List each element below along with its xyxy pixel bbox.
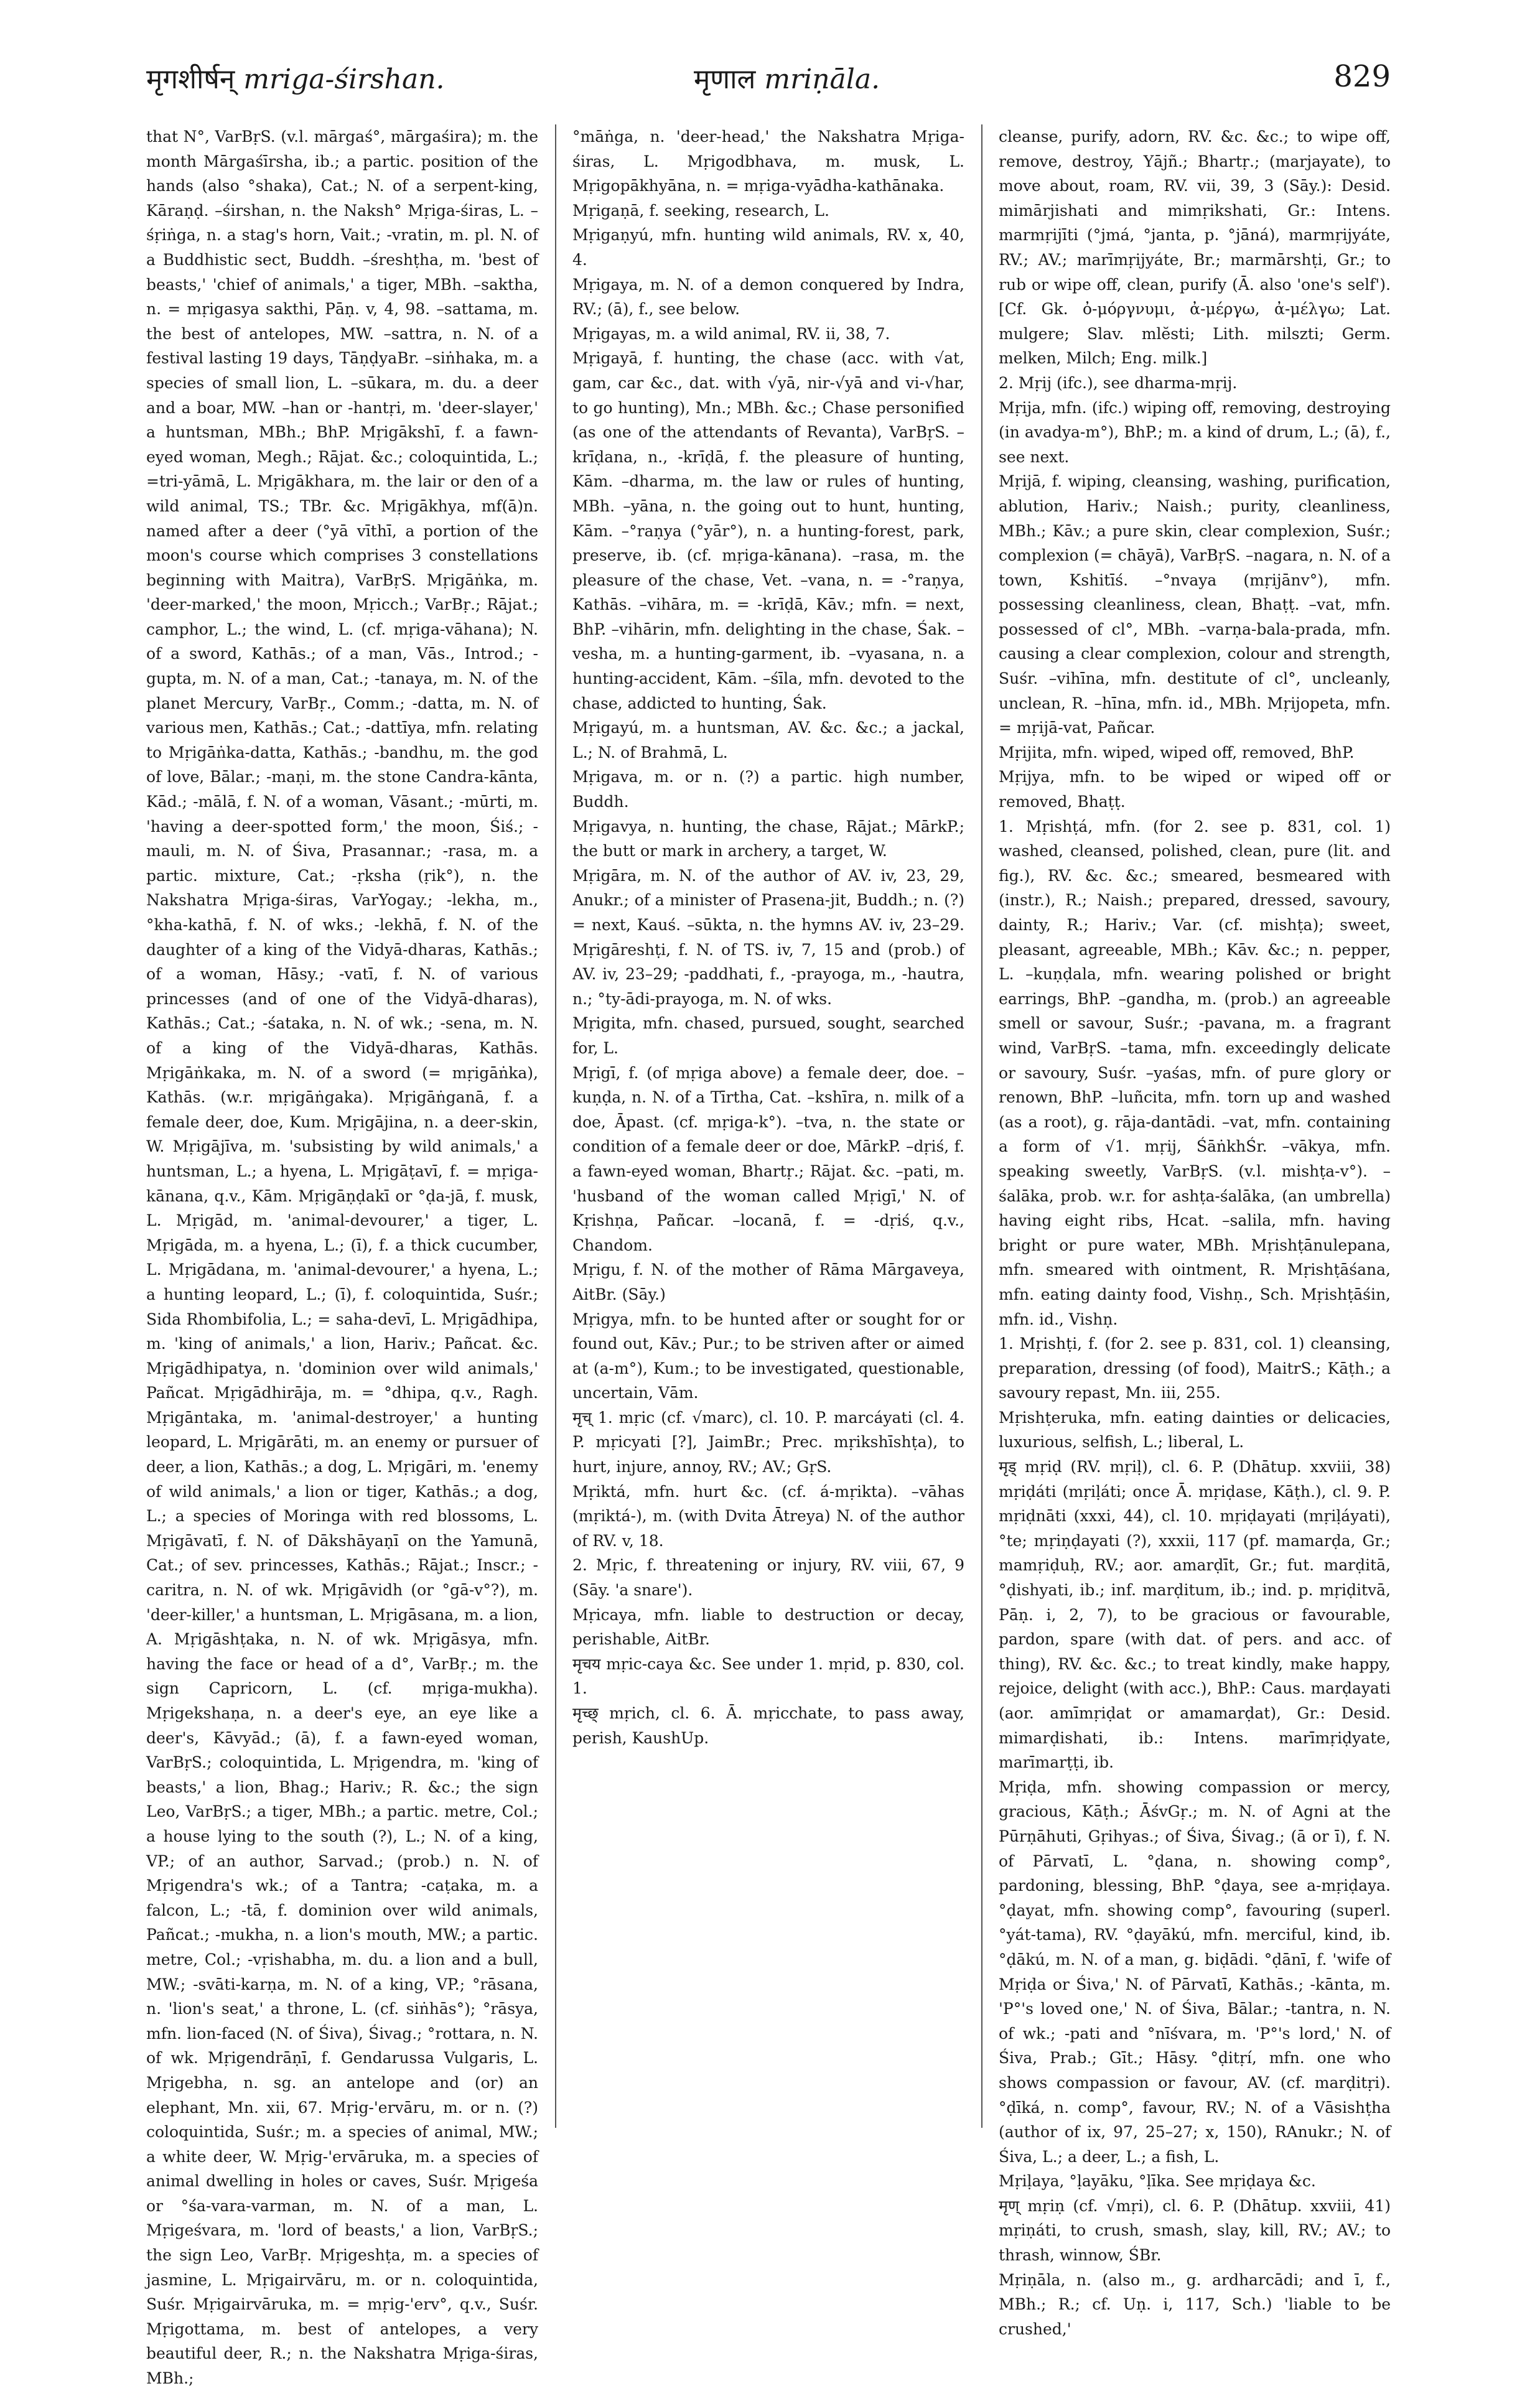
entry-paragraph: Mṛiktá, mfn. hurt &c. (cf. á-mṛikta). –vāhas (mṛiktá-), m. (with Dvita Ātreya) N. of the author of RV. v, 18. <box>572 1482 964 1550</box>
entry-paragraph: Mṛiṇāla, n. (also m., g. ardharcādi; and ī, f., MBh.; R.; cf. Uṇ. i, 117, Sch.) 'liable to be crushed,' <box>999 2270 1391 2338</box>
page-header <box>146 59 1391 103</box>
entry-paragraph: Mṛigavya, n. hunting, the chase, Rājat.; MārkP.; the butt or mark in archery, a target, W. <box>572 817 964 860</box>
entry-paragraph: Mṛijā, f. wiping, cleansing, washing, purification, ablution, Hariv.; Naish.; purity, cleanliness, MBh.; Kāv.; a pure skin, clear complexion, Suśr.; complexion (= chāyā), VarBṛS. –nagara, n. N. of a town, Kshitīś. –°nvaya (mṛijānv°), mfn. possessing cleanliness, clean, Bhaṭṭ. –vat, mfn. possessed of cl°, MBh. –varṇa-bala-prada, mfn. causing a clear complexion, colour and strength, Suśr. –vihīna, mfn. destitute of cl°, uncleanly, unclean, R. –hīna, mfn. id., MBh. Mṛijopeta, mfn. = mṛijā-vat, Pañcar. <box>999 472 1391 737</box>
entry-paragraph: Mṛigayas, m. a wild animal, RV. ii, 38, 7. <box>572 324 890 343</box>
column-2 <box>572 124 964 2128</box>
entry-paragraph: Mṛigaya, m. N. of a demon conquered by Indra, RV.; (ā), f., see below. <box>572 275 964 319</box>
entry-paragraph: 2. Mṛic, f. threatening or injury, RV. viii, 67, 9 (Sāy. 'a snare'). <box>572 1556 964 1600</box>
column-divider <box>555 124 556 2128</box>
column-3 <box>999 124 1391 2338</box>
entry-paragraph: Mṛigaṇā, f. seeking, research, L. <box>572 201 829 220</box>
entry-paragraph: Mṛigī, f. (of mṛiga above) a female deer, doe. –kuṇḍa, n. N. of a Tīrtha, Cat. –kshīra, n. milk of a doe, Āpast. (cf. mṛiga-k°). –tva, n. the state or condition of a female deer or doe, MārkP. –dṛiś, f. a fawn-eyed woman, Bhartṛ.; Rājat. &c. –pati, m. 'husband of the woman called Mṛigī,' N. of Kṛishṇa, Pañcar. –locanā, f. = -dṛiś, q.v., Chandom. <box>572 1063 964 1254</box>
entry-paragraph: Mṛigya, mfn. to be hunted after or sought for or found out, Kāv.; Pur.; to be striven after or aimed at (a-m°), Kum.; to be investigated, questionable, uncertain, Vām. <box>572 1310 964 1402</box>
entry-paragraph: मृड् mṛiḍ (RV. mṛiḷ), cl. 6. P. (Dhātup. xxviii, 38) mṛiḍáti (mṛiḷáti; once Ā. mṛiḍase, Kāṭh.), cl. 9. P. mṛiḍnāti (xxxi, 44), cl. 10. mṛiḍayati (mṛiḷáyati), °te; mṛiṇḍayati (?), xxxii, 117 (pf. mamarḍa, Gr.; mamṛiḍuḥ, RV.; aor. amarḍīt, Gr.; fut. marḍitā, °ḍishyati, ib.; inf. marḍitum, ib.; ind. p. mṛiḍitvā, Pāṇ. i, 2, 7), to be gracious or favourable, pardon, spare (with dat. of pers. and acc. of thing), RV. &c. &c.; to treat kindly, make happy, rejoice, delight (with acc.), BhP.: Caus. marḍayati (aor. amīmṛiḍat or amamarḍat), Gr.: Desid. mimarḍishati, ib.: Intens. marīmṛiḍyate, marīmarṭṭi, ib. <box>999 1458 1391 1772</box>
entry-paragraph: Mṛigayā, f. hunting, the chase (acc. with √at, gam, car &c., dat. with √yā, nir-√yā and vi-√har, to go hunting), Mn.; MBh. &c.; Chase personified (as one of the attendants of Revanta), VarBṛS. –krīḍana, n., -krīḍā, f. the pleasure of hunting, Kām. –dharma, m. the law or rules of hunting, MBh. –yāna, n. the going out to hunt, hunting, Kām. –°raṇya (°yār°), n. a hunting-forest, park, preserve, ib. (cf. mṛiga-kānana). –rasa, m. the pleasure of the chase, Vet. –vana, n. = -°raṇya, Kathās. –vihāra, m. = -krīḍā, Kāv.; mfn. = next, BhP. –vihārin, mfn. delighting in the chase, Śak. –vesha, m. a hunting-garment, ib. –vyasana, n. a hunting-accident, Kām. –śīla, mfn. devoted to the chase, addicted to hunting, Śak. <box>572 349 964 712</box>
column-1 <box>146 124 538 2388</box>
entry-paragraph: Mṛigāra, m. N. of the author of AV. iv, 23, 29, Anukr.; of a minister of Prasena-jit, Buddh.; n. (?) = next, Kauś. –sūkta, n. the hymns AV. iv, 23–29. Mṛigāreshṭi, f. N. of TS. iv, 7, 15 and (prob.) of AV. iv, 23–29; -paddhati, f., -prayoga, m., -hautra, n.; °ty-ādi-prayoga, m. N. of wks. <box>572 866 964 1008</box>
entry-paragraph: Mṛigayú, m. a huntsman, AV. &c. &c.; a jackal, L.; N. of Brahmā, L. <box>572 719 964 762</box>
running-head-left-roman: mriga-śirshan. <box>243 63 445 95</box>
entry-paragraph: 2. Mṛij (ifc.), see dharma-mṛij. <box>999 373 1238 392</box>
entry-paragraph: Mṛijya, mfn. to be wiped or wiped off or removed, Bhaṭṭ. <box>999 768 1391 811</box>
entry-paragraph: Mṛiḍa, mfn. showing compassion or mercy, gracious, Kāṭh.; ĀśvGṛ.; m. N. of Agni at the Pūrṇāhuti, Gṛihyas.; of Śiva, Śivag.; (ā or ī), f. N. of Pārvatī, L. °ḍana, n. showing comp°, pardoning, blessing, BhP. °ḍaya, see a-mṛiḍaya. °ḍayat, mfn. showing comp°, favouring (superl. °yát-tama), RV. °ḍayākú, mfn. merciful, kind, ib. °ḍākú, m. N. of a man, g. biḍādi. °ḍānī, f. 'wife of Mṛiḍa or Śiva,' N. of Pārvatī, Kathās.; -kānta, m. 'P°'s loved one,' N. of Śiva, Bālar.; -tantra, n. N. of wk.; -pati and °nīśvara, m. 'P°'s lord,' N. of Śiva, Prab.; Gīt.; Hāsy. °ḍitṛí, mfn. one who shows compassion or favour, AV. (cf. marḍitṛi). °ḍīká, n. comp°, favour, RV.; N. of a Vāsishṭha (author of ix, 97, 25–27; x, 150), RAnukr.; N. of Śiva, L.; a deer, L.; a fish, L. <box>999 1778 1391 2166</box>
running-head-right <box>694 59 880 96</box>
running-head-right-roman: mriṇāla. <box>764 63 880 95</box>
entry-paragraph: मृच् 1. mṛic (cf. √marc), cl. 10. P. marcáyati (cl. 4. P. mṛicyati [?], JaimBr.; Prec. mṛikshīshṭa), to hurt, injure, annoy, RV.; AV.; GṛS. <box>572 1408 964 1476</box>
entry-paragraph: 1. Mṛishṭi, f. (for 2. see p. 831, col. 1) cleansing, preparation, dressing (of food), MaitrS.; Kāṭh.; a savoury repast, Mn. iii, 255. <box>999 1335 1391 1402</box>
entry-paragraph: मृचय mṛic-caya &c. See under 1. mṛid, p. 830, col. 1. <box>572 1654 964 1698</box>
entry-paragraph: that N°, VarBṛS. (v.l. mārgaś°, mārgaśira); m. the month Mārgaśīrsha, ib.; a partic. position of the hands (also °shaka), Cat.; N. of a serpent-king, Kāraṇḍ. –śirshan, n. the Naksh° Mṛiga-śiras, L. –śṛiṅga, n. a stag's horn, Vait.; -vratin, m. pl. N. of a Buddhistic sect, Buddh. –śreshṭha, m. 'best of beasts,' 'chief of animals,' a tiger, MBh. –saktha, n. = mṛigasya sakthi, Pāṇ. v, 4, 98. –sattama, m. the best of antelopes, MW. –sattra, n. N. of a festival lasting 19 days, TāṇḍyaBr. –siṅhaka, m. a species of small lion, L. –sūkara, m. du. a deer and a boar, MW. –han or -hantṛi, m. 'deer-slayer,' a huntsman, MBh.; BhP. Mṛigākshī, f. a fawn-eyed woman, Megh.; Rājat. &c.; coloquintida, L.; =tri-yāmā, L. Mṛigākhara, m. the lair or den of a wild animal, TS.; TBr. &c. Mṛigākhya, mf(ā)n. named after a deer (°yā vīthī, a portion of the moon's course which comprises 3 constellations beginning with Maitra), VarBṛS. Mṛigāṅka, m. 'deer-marked,' the moon, Mṛicch.; VarBṛ.; Rājat.; camphor, L.; the wind, L. (cf. mṛiga-vāhana); N. of a sword, Kathās.; of a man, Vās., Introd.; -gupta, m. N. of a man, Cat.; -tanaya, m. N. of the planet Mercury, VarBṛ., Comm.; -datta, m. N. of various men, Kathās.; Cat.; -dattīya, mfn. relating to Mṛigāṅka-datta, Kathās.; -bandhu, m. the god of love, Bālar.; -maṇi, m. the stone Candra-kānta, Kād.; -mālā, f. N. of a woman, Vāsant.; -mūrti, m. 'having a deer-spotted form,' the moon, Śiś.; -mauli, m. N. of Śiva, Prasannar.; -rasa, m. a partic. mixture, Cat.; -ṛksha (ṛik°), n. the Nakshatra Mṛiga-śiras, VarYogay.; -lekha, m., °kha-kathā, f. N. of wks.; -lekhā, f. N. of the daughter of a king of the Vidyā-dharas, Kathās.; of a woman, Hāsy.; -vatī, f. N. of various princesses (and of one of the Vidyā-dharas), Kathās.; Cat.; -śataka, n. N. of wk.; -sena, m. N. of a king of the Vidyā-dharas, Kathās. Mṛigāṅkaka, m. N. of a sword (= mṛigāṅka), Kathās. (w.r. mṛigāṅgaka). Mṛigāṅganā, f. a female deer, doe, Kum. Mṛigājina, n. a deer-skin, W. Mṛigājīva, m. 'subsisting by wild animals,' a huntsman, L.; a hyena, L. Mṛigāṭavī, f. = mṛiga-kānana, q.v., Kām. Mṛigāṇḍakī or °ḍa-jā, f. musk, L. Mṛigād, m. 'animal-devourer,' a tiger, L. Mṛigāda, m. a hyena, L.; (ī), f. a thick cucumber, L. Mṛigādana, m. 'animal-devourer,' a hyena, L.; a hunting leopard, L.; (ī), f. coloquintida, Suśr.; Sida Rhombifolia, L.; = saha-devī, L. Mṛigādhipa, m. 'king of animals,' a lion, Hariv.; Pañcat. &c. Mṛigādhipatya, n. 'dominion over wild animals,' Pañcat. Mṛigādhirāja, m. = °dhipa, q.v., Ragh. Mṛigāntaka, m. 'animal-destroyer,' a hunting leopard, L. Mṛigārāti, m. an enemy or pursuer of deer, a lion, Kathās.; a dog, L. Mṛigāri, m. 'enemy of wild animals,' a lion or tiger, Kathās.; a dog, L.; a species of Moringa with red blossoms, L. Mṛigāvatī, f. N. of Dākshāyaṇī on the Yamunā, Cat.; of sev. princesses, Kathās.; Rājat.; Inscr.; -caritra, n. N. of wk. Mṛigāvidh (or °gā-v°?), m. 'deer-killer,' a huntsman, L. Mṛigāsana, m. a lion, A. Mṛigāshṭaka, n. N. of wk. Mṛigāsya, mfn. having the face or head of a d°, VarBṛ.; m. the sign Capricorn, L. (cf. mṛiga-mukha). Mṛigekshaṇa, n. a deer's eye, an eye like a deer's, Kāvyād.; (ā), f. a fawn-eyed woman, VarBṛS.; coloquintida, L. Mṛigendra, m. 'king of beasts,' a lion, Bhag.; Hariv.; R. &c.; the sign Leo, VarBṛS.; a tiger, MBh.; a partic. metre, Col.; a house lying to the south (?), L.; N. of a king, VP.; of an author, Sarvad.; (prob.) n. N. of Mṛigendra's wk.; of a Tantra; -caṭaka, m. a falcon, L.; -tā, f. dominion over wild animals, Pañcat.; -mukha, n. a lion's mouth, MW.; a partic. metre, Col.; -vṛishabha, m. du. a lion and a bull, MW.; -svāti-karṇa, m. N. of a king, VP.; °rāsana, n. 'lion's seat,' a throne, L. (cf. siṅhās°); °rāsya, mfn. lion-faced (N. of Śiva), Śivag.; °rottara, n. N. of wk. Mṛigendrāṇī, f. Gendarussa Vulgaris, L. Mṛigebha, n. sg. an antelope and (or) an elephant, Mn. xii, 67. Mṛig-'ervāru, m. or n. (?) coloquintida, Suśr.; m. a species of animal, MW.; a white deer, W. Mṛig-'ervāruka, m. a species of animal dwelling in holes or caves, Suśr. Mṛigeśa or °śa-vara-varman, m. N. of a man, L. Mṛigeśvara, m. 'lord of beasts,' a lion, VarBṛS.; the sign Leo, VarBṛ. Mṛigeshṭa, m. a species of jasmine, L. Mṛigairvāru, m. or n. coloquintida, Suśr. Mṛigairvāruka, m. = mṛig-'erv°, q.v., Suśr. Mṛigottama, m. best of antelopes, a very beautiful deer, R.; n. the Nakshatra Mṛiga-śiras, MBh.; <box>146 128 538 2388</box>
running-head-left <box>146 59 445 96</box>
entry-paragraph: 1. Mṛishṭá, mfn. (for 2. see p. 831, col. 1) washed, cleansed, polished, clean, pure (lit. and fig.), RV. &c. &c.; smeared, besmeared with (instr.), R.; Naish.; prepared, dressed, savoury, dainty, R.; Hariv.; Var. (cf. mishṭa); sweet, pleasant, agreeable, MBh.; Kāv. &c.; n. pepper, L. –kuṇḍala, mfn. wearing polished or bright earrings, BhP. –gandha, m. (prob.) an agreeable smell or savour, Suśr.; -pavana, m. a fragrant wind, VarBṛS. –tama, mfn. exceedingly delicate or savoury, Suśr. –yaśas, mfn. of pure glory or renown, BhP. –luñcita, mfn. torn up and washed (as a root), g. rāja-dantādi. –vat, mfn. containing a form of √1. mṛij, ŚāṅkhŚr. –vākya, mfn. speaking sweetly, VarBṛS. (v.l. mishṭa-v°). –śalāka, prob. w.r. for ashṭa-śalāka, (an umbrella) having eight ribs, Hcat. –salila, mfn. having bright or pure water, MBh. Mṛishṭānulepana, mfn. smeared with ointment, R. Mṛishṭāśana, mfn. eating dainty food, Vishṇ., Sch. Mṛishṭāśin, mfn. id., Vishṇ. <box>999 817 1391 1328</box>
entry-paragraph: मृच्छ् mṛich, cl. 6. Ā. mṛicchate, to pass away, perish, KaushUp. <box>572 1704 964 1747</box>
entry-paragraph: Mṛishṭeruka, mfn. eating dainties or delicacies, luxurious, selfish, L.; liberal, L. <box>999 1408 1391 1452</box>
entry-paragraph: मृण् mṛiṇ (cf. √mṛi), cl. 6. P. (Dhātup. xxviii, 41) mṛiṇáti, to crush, smash, slay, kill, RV.; AV.; to thrash, winnow, ŚBr. <box>999 2196 1391 2265</box>
entry-paragraph: Mṛigaṇyú, mfn. hunting wild animals, RV. x, 40, 4. <box>572 226 964 269</box>
entry-paragraph: Mṛijita, mfn. wiped, wiped off, removed, BhP. <box>999 743 1355 762</box>
entry-paragraph: Mṛigu, f. N. of the mother of Rāma Mārgaveya, AitBr. (Sāy.) <box>572 1261 964 1303</box>
entry-paragraph: Mṛicaya, mfn. liable to destruction or decay, perishable, AitBr. <box>572 1605 964 1649</box>
entry-paragraph: °māṅga, n. 'deer-head,' the Nakshatra Mṛiga-śiras, L. Mṛigodbhava, m. musk, L. Mṛigopākhyāna, n. = mṛiga-vyādha-kathānaka. <box>572 128 964 195</box>
dictionary-columns <box>146 124 1391 2388</box>
entry-paragraph: Mṛigava, m. or n. (?) a partic. high number, Buddh. <box>572 768 964 811</box>
entry-paragraph: cleanse, purify, adorn, RV. &c. &c.; to wipe off, remove, destroy, Yājñ.; Bhartṛ.; (marjayate), to move about, roam, RV. vii, 39, 3 (Sāy.): Desid. mimārjishati and mimṛikshati, Gr.: Intens. marmṛijīti (°jmá, °janta, p. °jāná), marmṛijyáte, RV.; AV.; marīmṛijyáte, Br.; marmārshṭi, Gr.; to rub or wipe off, clean, purify (Ā. also 'one's self'). [Cf. Gk. ὀ-μόργνυμι, ἀ-μέργω, ἀ-μέλγω; Lat. mulgere; Slav. mlĕsti; Lith. milszti; Germ. melken, Milch; Eng. milk.] <box>999 128 1391 368</box>
entry-paragraph: Mṛiḷaya, °ḷayāku, °ḷīka. See mṛiḍaya &c. <box>999 2172 1316 2191</box>
entry-paragraph: Mṛija, mfn. (ifc.) wiping off, removing, destroying (in avadya-m°), BhP.; m. a kind of drum, L.; (ā), f., see next. <box>999 398 1391 466</box>
page-number: 829 <box>1333 59 1391 94</box>
column-divider <box>981 124 982 2128</box>
running-head-left-devanagari: मृगशीर्षन् <box>146 63 235 95</box>
running-head-right-devanagari: मृणाल <box>694 63 756 95</box>
entry-paragraph: Mṛigita, mfn. chased, pursued, sought, searched for, L. <box>572 1014 964 1057</box>
